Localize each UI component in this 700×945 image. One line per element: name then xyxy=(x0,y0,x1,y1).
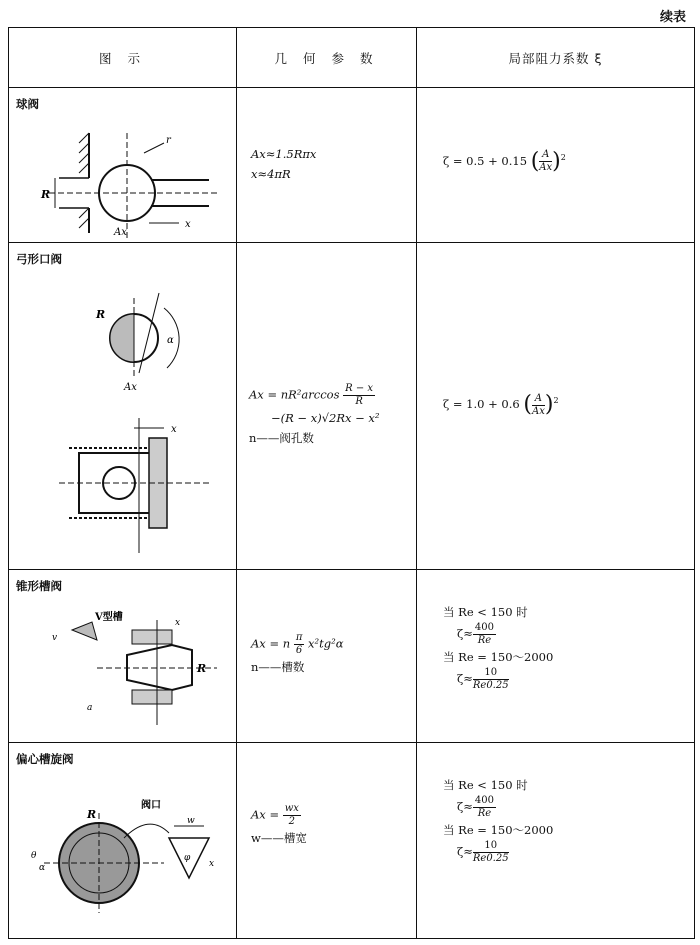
header-row xyxy=(9,28,695,88)
approx-sign: ζ≈ xyxy=(457,844,473,859)
coefficient-formula: ζ = 0.5 + 0.15 ( $\frac{A}{Ax}$ )$^2$ xyxy=(443,148,566,174)
frac-num: A xyxy=(539,149,552,162)
ball-valve-diagram xyxy=(39,123,224,238)
header-geometry: 几 何 参 数 xyxy=(237,28,417,88)
label-port: 阀口 xyxy=(141,799,161,811)
label-w: w xyxy=(187,815,195,826)
coefficient-cell xyxy=(417,243,695,570)
geometry-line: w——槽宽 xyxy=(251,830,307,845)
power: 2 xyxy=(553,396,559,406)
figure-cell xyxy=(9,243,237,570)
rotary-valve-diagram xyxy=(29,778,229,928)
coefficient-cell xyxy=(417,88,695,243)
geometry-formula xyxy=(249,383,380,448)
geometry-line: x≈4πR xyxy=(251,167,291,182)
label-Ax: Ax xyxy=(124,382,137,394)
coefficient-cell xyxy=(417,742,695,938)
frac-den: R xyxy=(355,396,363,408)
valve-name: 球阀 xyxy=(16,97,39,112)
condition-2: 当 Re = 150～2000 xyxy=(443,822,554,837)
power: 2 xyxy=(560,153,566,163)
geometry-line: −(R − x)√2Rx − x² xyxy=(271,411,380,426)
geo-suffix: x²tg²α xyxy=(308,636,344,651)
formula-prefix: ζ = 0.5 + 0.15 xyxy=(443,153,528,168)
frac-num: 400 xyxy=(474,622,494,634)
condition-1: 当 Re < 150 时 xyxy=(443,777,528,792)
label-x: x xyxy=(185,219,191,231)
label-a: a xyxy=(87,703,93,714)
approx-sign: ζ≈ xyxy=(457,799,473,814)
frac-den: Re0.25 xyxy=(472,680,509,692)
geometry-cell xyxy=(237,742,417,938)
condition-2: 当 Re = 150～2000 xyxy=(443,650,554,665)
label-R: R xyxy=(197,662,207,676)
table-row xyxy=(9,742,695,938)
geometry-cell xyxy=(237,88,417,243)
frac-num: A xyxy=(532,393,545,406)
label-x: x xyxy=(209,858,215,869)
table-row xyxy=(9,88,695,243)
label-r: r xyxy=(166,135,171,147)
geo-prefix: Ax = xyxy=(251,807,280,822)
header-figure: 图 示 xyxy=(9,28,237,88)
bow-valve-diagram xyxy=(39,278,229,563)
label-theta: θ xyxy=(31,850,37,861)
approx-sign: ζ≈ xyxy=(457,671,473,686)
table-row xyxy=(9,243,695,570)
coefficient-cell xyxy=(417,570,695,742)
label-R: R xyxy=(87,807,97,821)
frac-den: Re xyxy=(477,807,492,819)
label-alpha: α xyxy=(39,862,46,873)
frac-den: Ax xyxy=(531,405,545,417)
label-v: v xyxy=(52,633,58,644)
approx-sign: ζ≈ xyxy=(457,626,473,641)
geometry-cell xyxy=(237,570,417,742)
geometry-line: Ax≈1.5Rπx xyxy=(251,147,317,162)
valve-name: 弓形口阀 xyxy=(16,252,62,267)
label-x: x xyxy=(175,618,181,629)
resistance-table xyxy=(8,27,695,939)
continued-label: 续表 xyxy=(659,10,686,25)
frac-num: wx xyxy=(284,802,299,814)
label-R: R xyxy=(41,188,51,202)
geo-prefix: Ax = n xyxy=(251,636,291,651)
geometry-formula xyxy=(251,632,344,677)
valve-name: 锥形槽阀 xyxy=(16,579,62,594)
label-x: x xyxy=(171,424,177,436)
geometry-line: n——阀孔数 xyxy=(249,431,314,446)
condition-1: 当 Re < 150 时 xyxy=(443,605,528,620)
frac-num: 10 xyxy=(473,667,509,680)
coefficient-formula xyxy=(443,775,553,865)
valve-name: 偏心槽旋阀 xyxy=(16,751,74,766)
coefficient-formula xyxy=(443,602,553,692)
label-vgroove: V型槽 xyxy=(95,612,123,624)
frac-den: Re xyxy=(477,635,492,647)
formula-prefix: ζ = 1.0 + 0.6 xyxy=(443,397,520,412)
frac-den: 2 xyxy=(288,815,296,827)
frac-num: 10 xyxy=(473,840,509,853)
frac-num: π xyxy=(295,632,303,644)
frac-den: Re0.25 xyxy=(472,852,509,864)
frac-den: 6 xyxy=(295,645,303,657)
label-R: R xyxy=(96,308,106,322)
label-Ax: Ax xyxy=(114,227,127,239)
header-coefficient: 局部阻力系数 ξ xyxy=(417,28,695,88)
geometry-formula xyxy=(251,803,307,848)
frac-den: Ax xyxy=(539,162,553,174)
conical-valve-diagram xyxy=(27,600,227,735)
table-row xyxy=(9,570,695,742)
label-alpha: α xyxy=(167,335,174,347)
geometry-line: n——槽数 xyxy=(251,660,305,675)
figure-cell xyxy=(9,570,237,742)
frac-num: R − x xyxy=(345,383,374,395)
frac-num: 400 xyxy=(474,794,494,806)
figure-cell xyxy=(9,88,237,243)
label-phi: φ xyxy=(184,852,191,863)
figure-cell xyxy=(9,742,237,938)
geo-prefix: Ax = nR²arccos xyxy=(249,387,340,402)
coefficient-formula: ζ = 1.0 + 0.6 ( $\frac{A}{Ax}$ )$^2$ xyxy=(443,392,559,418)
geometry-cell xyxy=(237,243,417,570)
